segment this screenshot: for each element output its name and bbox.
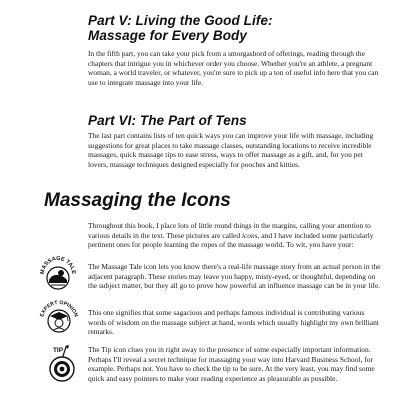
part-6-body: The last part contains lists of ten quick ways you can improve your life with massage, including suggestions for great places to take massage classes, outstanding locations to receive incredible massages, quick massage tips to ease stress, ways to offer massage as a gift, and, for you pet lovers, massage techniques designed especially for pooches and kitties. [88,131,374,169]
tip-icon [45,344,79,384]
tip-description: The Tip icon clues you in right away to the presence of some especially important information. Perhaps I'll reveal a secret technique for massaging your way into Harvard Business School, for example. Perhaps not. You have to check the tip to be sure. At the very least, you may find some quick and easy pointers to make your reading experience as pleasurable as possible. [88,345,375,383]
massage-tale-description: The Massage Tale icon lets you know there's a real-life massage story from an actual person in the adjacent paragraph. These stories may leave you happy, misty-eyed, or thoughtful, depending on the subject matter, but they all go to prove how powerful an influence massage can be in your life. [88,262,381,291]
part-5-heading [88,13,348,43]
part-6-heading: Part VI: The Part of Tens [88,113,247,128]
expert-opinion-icon [38,296,80,336]
icons-intro-emphasis: icons [241,230,258,240]
massage-tale-icon-label: MASSAGE TALE [39,255,77,275]
icons-section-intro [88,221,384,250]
icons-section-heading: Massaging the Icons [44,190,231,211]
part-5-heading-line2: Massage for Every Body [88,28,248,43]
massage-tale-icon [38,254,78,294]
part-5-body: In the fifth part, you can take your pick from a smorgasbord of offerings, reading through the chapters that intrigue you in whichever order you choose. Whether you're an athlete, a pregnant woman, a world traveler, or whatever, you're sure to pick up a ton of useful info here that you can use to integrate massage into your life. [88,49,379,87]
expert-opinion-description: This one signifies that some sagacious and perhaps famous individual is contributing various words of wisdom on the massage subject at hand, words which usually highlight my own brilliant remarks. [88,308,379,337]
expert-opinion-icon-label: EXPERT OPINION [39,299,79,318]
part-5-heading-line1: Part V: Living the Good Life: [88,13,273,28]
icons-intro-text-2: , and I have included some particularly pertinent ones for people learning the ropes of the massage world. To wit, you have your: [88,230,374,250]
tip-icon-label: TIP [52,347,64,354]
icons-intro-text-1: Throughout this book, I place lots of little round things in the margins, calling your attention to various details in the text. These pictures are called [88,221,371,240]
